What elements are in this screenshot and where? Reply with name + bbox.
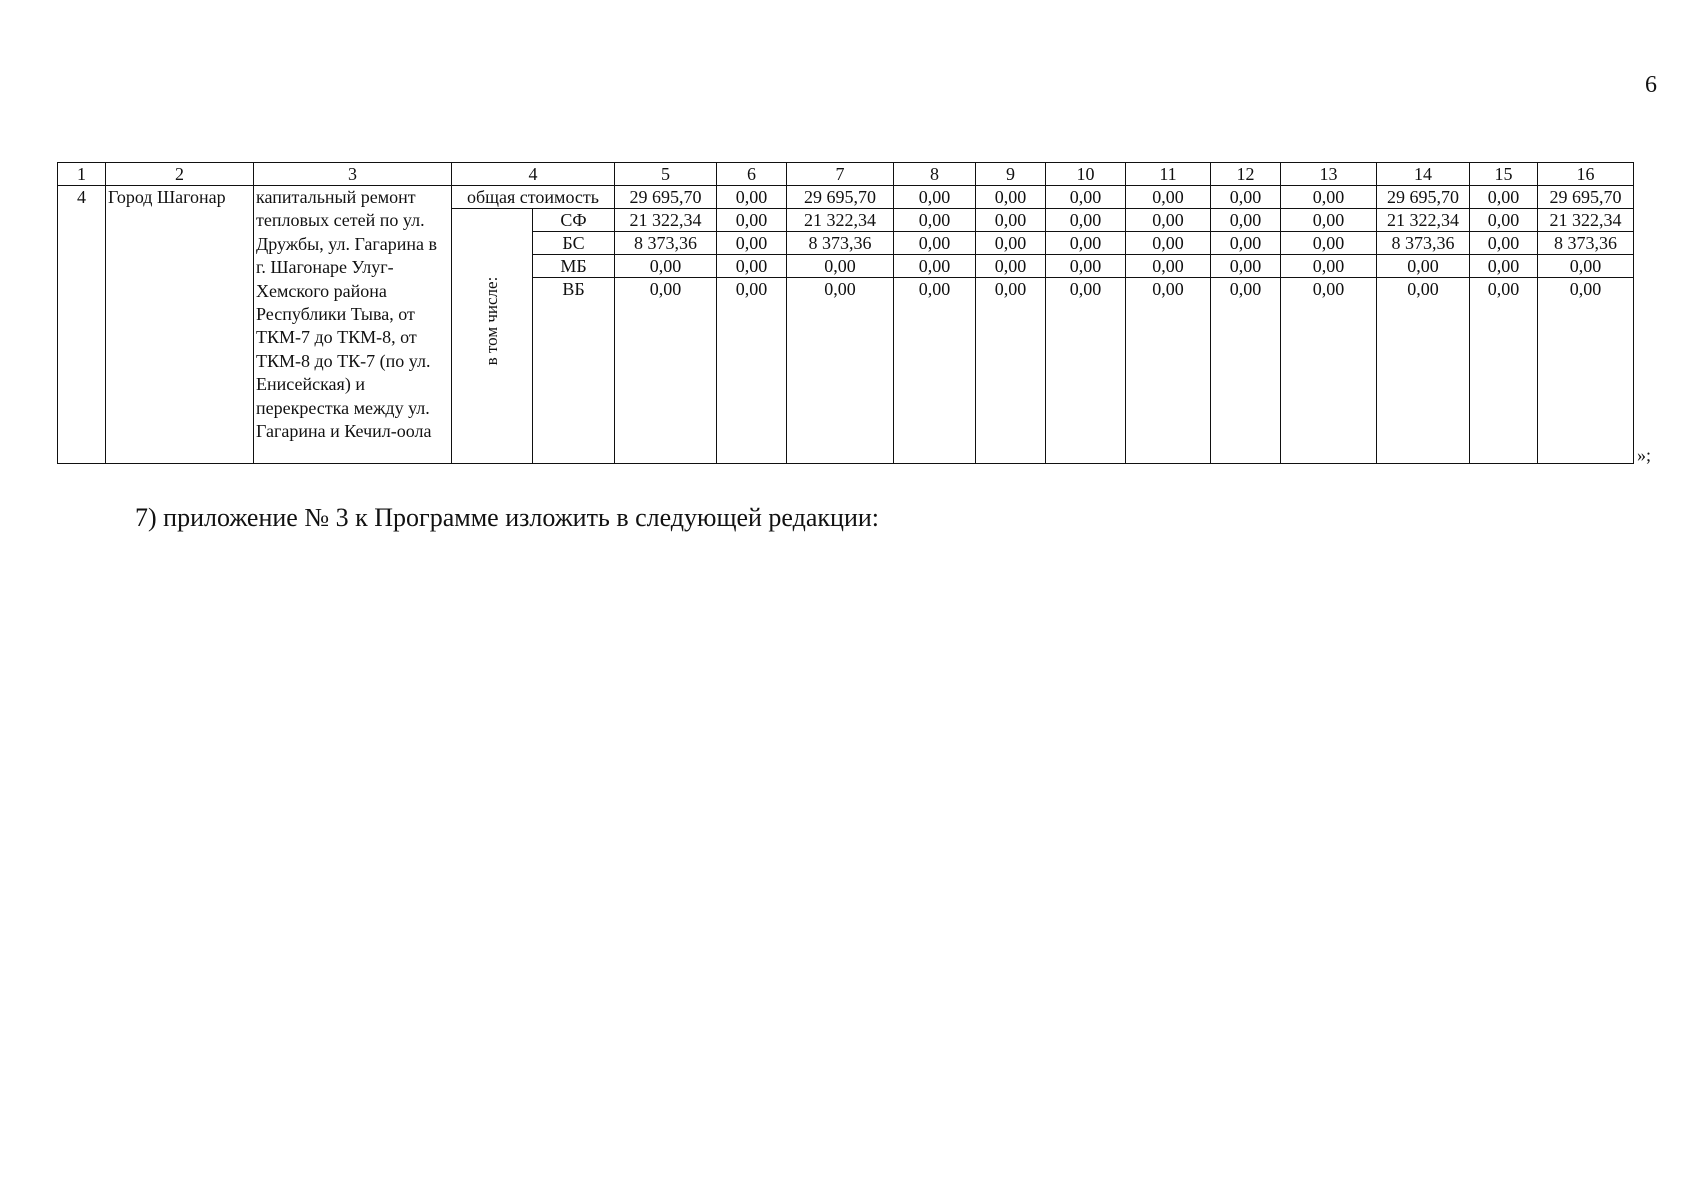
column-header: 1 (58, 163, 106, 186)
value-cell: 29 695,70 (615, 186, 717, 209)
value-cell: 0,00 (1470, 255, 1538, 278)
column-header: 14 (1377, 163, 1470, 186)
value-cell: 0,00 (717, 209, 787, 232)
column-header: 9 (976, 163, 1046, 186)
value-cell: 21 322,34 (615, 209, 717, 232)
value-cell: 0,00 (1538, 278, 1634, 464)
value-cell: 0,00 (615, 255, 717, 278)
budget-table (57, 162, 1634, 464)
value-cell: 21 322,34 (1377, 209, 1470, 232)
value-cell: 0,00 (1470, 278, 1538, 464)
value-cell: 0,00 (1126, 209, 1211, 232)
value-cell: 0,00 (615, 278, 717, 464)
value-cell: 0,00 (1046, 278, 1126, 464)
value-cell: 0,00 (1281, 209, 1377, 232)
column-header: 13 (1281, 163, 1377, 186)
source-label-cell: БС (533, 232, 615, 255)
value-cell: 29 695,70 (787, 186, 894, 209)
value-cell: 0,00 (1470, 232, 1538, 255)
value-cell: 0,00 (1211, 255, 1281, 278)
description-cell: капитальный ремонт тепловых сетей по ул. Дружбы, ул. Гагарина в г. Шагонаре Улуг-Хемского района Республики Тыва, от ТКМ-7 до ТКМ-8, от ТКМ-8 до ТК-7 (по ул. Енисейская) и перекрестка между ул. Гагарина и Кечил-оола (254, 186, 452, 464)
value-cell: 0,00 (1211, 232, 1281, 255)
value-cell: 0,00 (1126, 255, 1211, 278)
value-cell: 0,00 (1126, 232, 1211, 255)
value-cell: 29 695,70 (1538, 186, 1634, 209)
value-cell: 0,00 (1281, 186, 1377, 209)
column-header: 15 (1470, 163, 1538, 186)
value-cell: 0,00 (1046, 209, 1126, 232)
value-cell: 0,00 (1538, 255, 1634, 278)
column-header: 8 (894, 163, 976, 186)
value-cell: 8 373,36 (615, 232, 717, 255)
row-number-cell: 4 (58, 186, 106, 464)
value-cell: 0,00 (717, 278, 787, 464)
column-header: 12 (1211, 163, 1281, 186)
column-header: 6 (717, 163, 787, 186)
value-cell: 0,00 (976, 209, 1046, 232)
source-label-cell: МБ (533, 255, 615, 278)
column-header: 5 (615, 163, 717, 186)
value-cell: 0,00 (717, 186, 787, 209)
value-cell: 21 322,34 (1538, 209, 1634, 232)
value-cell: 8 373,36 (1377, 232, 1470, 255)
value-cell: 0,00 (1377, 255, 1470, 278)
value-cell: 0,00 (1046, 255, 1126, 278)
page-number: 6 (1645, 72, 1657, 98)
value-cell: 0,00 (976, 278, 1046, 464)
value-cell: 0,00 (1281, 278, 1377, 464)
value-cell: 0,00 (1377, 278, 1470, 464)
column-header: 4 (452, 163, 615, 186)
column-header: 16 (1538, 163, 1634, 186)
source-label-cell: СФ (533, 209, 615, 232)
source-label-cell: ВБ (533, 278, 615, 464)
municipality-cell: Город Шагонар (106, 186, 254, 464)
value-cell: 0,00 (894, 255, 976, 278)
column-header: 11 (1126, 163, 1211, 186)
table-row (58, 186, 1634, 209)
total-label-cell: общая стоимость (452, 186, 615, 209)
value-cell: 8 373,36 (787, 232, 894, 255)
instruction-paragraph: 7) приложение № 3 к Программе изложить в следующей редакции: (135, 503, 879, 532)
value-cell: 0,00 (1126, 186, 1211, 209)
column-header: 10 (1046, 163, 1126, 186)
value-cell: 0,00 (894, 278, 976, 464)
value-cell: 0,00 (787, 255, 894, 278)
value-cell: 29 695,70 (1377, 186, 1470, 209)
column-header: 2 (106, 163, 254, 186)
column-header: 7 (787, 163, 894, 186)
value-cell: 0,00 (1470, 186, 1538, 209)
value-cell: 0,00 (894, 186, 976, 209)
including-label-cell (452, 209, 533, 464)
closing-quote-mark: »; (1637, 445, 1652, 465)
value-cell: 0,00 (976, 255, 1046, 278)
value-cell: 0,00 (717, 232, 787, 255)
value-cell: 0,00 (1046, 232, 1126, 255)
value-cell: 0,00 (1211, 209, 1281, 232)
including-label: в том числе: (482, 276, 501, 366)
value-cell: 0,00 (1470, 209, 1538, 232)
value-cell: 0,00 (787, 278, 894, 464)
value-cell: 0,00 (894, 209, 976, 232)
table-header-row (58, 163, 1634, 186)
column-header: 3 (254, 163, 452, 186)
value-cell: 0,00 (717, 255, 787, 278)
value-cell: 0,00 (1126, 278, 1211, 464)
value-cell: 0,00 (1281, 255, 1377, 278)
value-cell: 0,00 (1281, 232, 1377, 255)
value-cell: 8 373,36 (1538, 232, 1634, 255)
value-cell: 21 322,34 (787, 209, 894, 232)
value-cell: 0,00 (976, 232, 1046, 255)
value-cell: 0,00 (976, 186, 1046, 209)
value-cell: 0,00 (1046, 186, 1126, 209)
value-cell: 0,00 (1211, 186, 1281, 209)
value-cell: 0,00 (894, 232, 976, 255)
value-cell: 0,00 (1211, 278, 1281, 464)
